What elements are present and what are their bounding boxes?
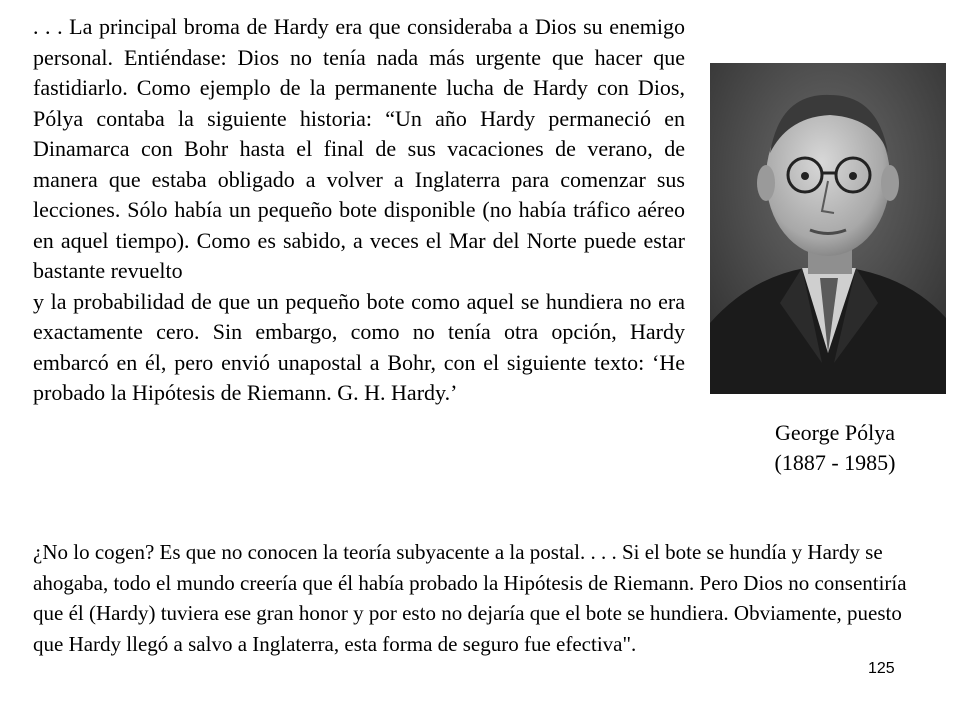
- page-number: 125: [868, 660, 895, 677]
- quote-block: [33, 12, 685, 409]
- caption-years: (1887 - 1985): [774, 450, 896, 475]
- bottom-paragraph: ¿No lo cogen? Es que no conocen la teoría subyacente a la postal. . . . Si el bote se hundía y Hardy se ahogaba, todo el mundo creería que él había probado la Hipótesis de Riemann. Pero Dios no consentiría que él (Hardy) tuviera ese gran honor y por esto no dejaría que el bote se hundiera. Obviamente, puesto que Hardy llegó a salvo a Inglaterra, esta forma de seguro fue efectiva".: [33, 540, 907, 656]
- quote-paragraph-1: . . . La principal broma de Hardy era que consideraba a Dios su enemigo personal. Entiéndase: Dios no tenía nada más urgente que hacer que fastidiarlo. Como ejemplo de la permanente lucha de Hardy con Dios, Pólya contaba la siguiente historia: “Un año Hardy permaneció en Dinamarca con Bohr hasta el final de sus vacaciones de verano, de manera que estaba obligado a volver a Inglaterra para comenzar sus lecciones. Sólo había un pequeño bote disponible (no había tráfico aéreo en aquel tiempo). Como es sabido, a veces el Mar del Norte puede estar bastante revuelto: [33, 14, 685, 283]
- quote-paragraph-2: y la probabilidad de que un pequeño bote como aquel se hundiera no era exactamente cero. Sin embargo, como no tenía otra opción, Hardy embarcó en él, pero envió unapostal a Bohr, con el siguiente texto: ‘He probado la Hipótesis de Riemann. G. H. Hardy.’: [33, 288, 685, 405]
- caption-name: George Pólya: [775, 420, 895, 445]
- portrait-photo: [710, 63, 946, 394]
- photo-caption: [740, 418, 930, 478]
